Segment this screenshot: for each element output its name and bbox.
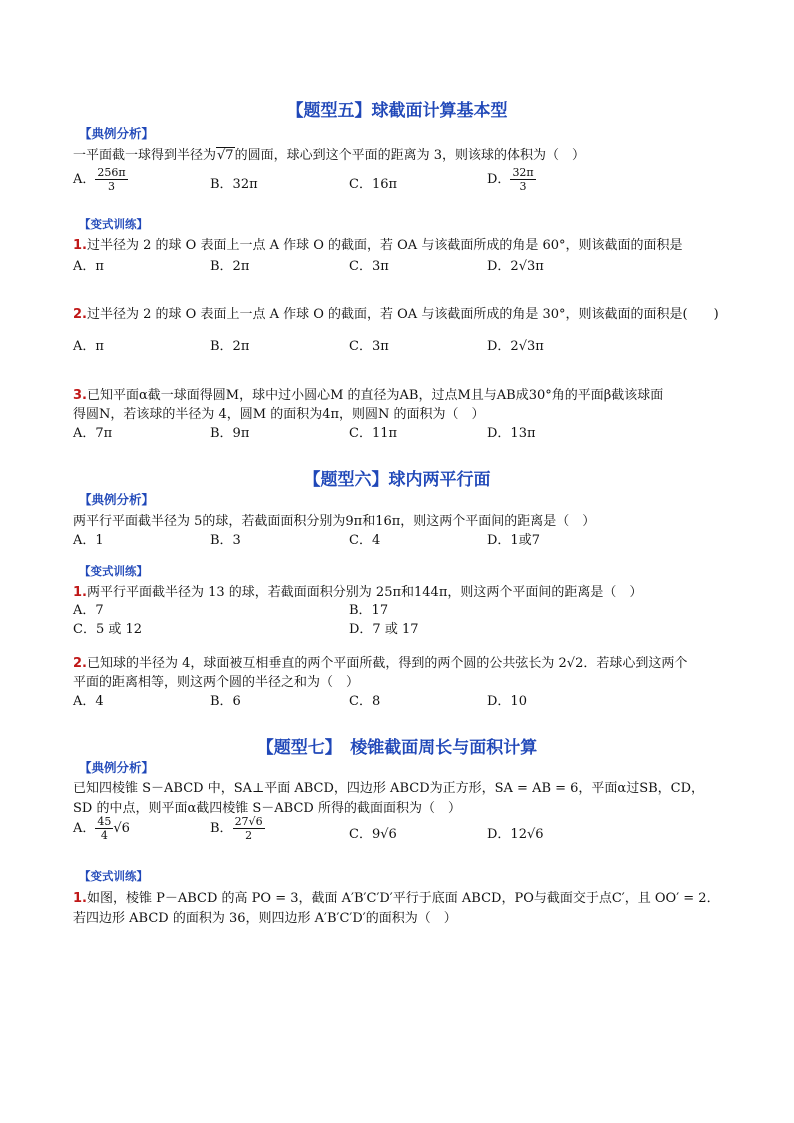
option-label: A．	[73, 821, 96, 836]
sqrt-value: √7	[217, 148, 234, 163]
option-a: A．4	[73, 694, 104, 709]
question-text: 的圆面，球心到这个平面的距离为 3，则该球的体积为（ ）	[234, 148, 585, 163]
option-d: D．12√6	[487, 827, 544, 842]
denominator: 3	[108, 180, 115, 193]
fraction	[510, 166, 535, 193]
option-a: A．7	[73, 603, 104, 618]
option-d: D．10	[487, 694, 527, 709]
option-c: C．4	[349, 533, 381, 548]
option-d	[487, 166, 536, 193]
fraction	[95, 815, 113, 842]
option-b: B．2π	[210, 259, 250, 274]
option-a: A．π	[73, 259, 104, 274]
section-6-training-tag: 【变式训练】	[79, 564, 148, 578]
section-7-training-tag: 【变式训练】	[79, 869, 148, 883]
question-text: 过半径为 2 的球 O 表面上一点 A 作球 O 的截面，若 OA 与该截面所成的角是 30°，则该截面的面积是( )	[86, 307, 719, 322]
section-7-heading: 【题型七】 棱锥截面周长与面积计算	[256, 738, 538, 758]
option-b: B．17	[349, 603, 389, 618]
fraction	[95, 166, 127, 193]
option-a	[73, 166, 128, 193]
question-number: 3.	[73, 388, 87, 403]
option-d: D．7 或 17	[349, 622, 419, 637]
denominator: 3	[519, 180, 527, 193]
question-text: 如图，棱锥 P－ABCD 的高 PO = 3，截面 A′B′C′D′平行于底面 ABCD，PO与截面交于点C′，且 OO′ = 2．	[86, 891, 720, 906]
numerator: 32π	[512, 166, 534, 179]
option-c: C．16π	[349, 177, 398, 192]
option-a	[73, 815, 130, 842]
option-b	[210, 815, 265, 842]
s6-q1	[73, 581, 642, 600]
section-6-example-tag: 【典例分析】	[79, 492, 155, 507]
section-7-example-tag: 【典例分析】	[79, 760, 155, 775]
option-b: B．3	[210, 533, 241, 548]
option-label: D．	[487, 172, 511, 187]
section-6-example-question: 两平行平面截半径为 5的球，若截面面积分别为9π和16π，则这两个平面间的距离是（ ）	[73, 514, 596, 529]
s7-q1-line1	[73, 887, 720, 906]
option-c: C．3π	[349, 339, 389, 354]
question-text: 过半径为 2 的球 O 表面上一点 A 作球 O 的截面，若 OA 与该截面所成的角是 60°，则该截面的面积是	[86, 238, 683, 253]
question-number: 1.	[73, 891, 87, 906]
question-text: 已知平面α截一球面得圆M，球中过小圆心M 的直径为AB，过点M且与AB成30°角的平面β截该球面	[86, 388, 664, 403]
option-c: C．9√6	[349, 827, 397, 842]
section-6-heading: 【题型六】球内两平行面	[303, 470, 491, 490]
section-5-heading: 【题型五】球截面计算基本型	[286, 101, 508, 121]
option-tail: √6	[113, 821, 130, 836]
option-d: D．1或7	[487, 533, 540, 548]
s5-q3-line1	[73, 384, 663, 403]
option-d: D．2√3π	[487, 339, 544, 354]
option-d: D．2√3π	[487, 259, 544, 274]
option-a: A．π	[73, 339, 104, 354]
s7-q1-line2: 若四边形 ABCD 的面积为 36，则四边形 A′B′C′D′的面积为（ ）	[73, 911, 457, 926]
option-b: B．32π	[210, 177, 258, 192]
numerator: 27√6	[234, 815, 263, 828]
question-text: 两平行平面截半径为 13 的球，若截面面积分别为 25π和144π，则这两个平面间的距离是（ ）	[86, 585, 643, 600]
option-label: A．	[73, 172, 96, 187]
s5-q2	[73, 303, 719, 322]
section-5-training-tag: 【变式训练】	[79, 217, 148, 231]
option-c: C．11π	[349, 426, 398, 441]
option-b: B．9π	[210, 426, 250, 441]
section-7-example-line2: SD 的中点，则平面α截四棱锥 S－ABCD 所得的截面面积为（ ）	[73, 801, 461, 816]
option-a: A．1	[73, 533, 104, 548]
option-b: B．6	[210, 694, 241, 709]
question-text: 一平面截一球得到半径为	[73, 148, 217, 163]
denominator: 2	[245, 829, 253, 842]
question-number: 1.	[73, 585, 87, 600]
question-text: 已知球的半径为 4，球面被互相垂直的两个平面所截，得到的两个圆的公共弦长为 2√2．若球心到这两个	[86, 656, 688, 671]
s5-q1	[73, 234, 683, 253]
section-5-example-question	[73, 144, 585, 163]
option-label: B．	[210, 821, 233, 836]
numerator: 256π	[97, 166, 126, 179]
denominator: 4	[100, 829, 108, 842]
question-number: 2.	[73, 656, 87, 671]
option-c: C．8	[349, 694, 381, 709]
option-d: D．13π	[487, 426, 536, 441]
s6-q2-line1	[73, 652, 687, 671]
numerator: 45	[97, 815, 112, 828]
s6-q2-line2: 平面的距离相等，则这两个圆的半径之和为（ ）	[73, 675, 360, 690]
s5-q3-line2: 得圆N，若该球的半径为 4，圆M 的面积为4π，则圆N 的面积为（ ）	[73, 407, 485, 422]
question-number: 2.	[73, 307, 87, 322]
question-number: 1.	[73, 238, 87, 253]
section-7-example-line1: 已知四棱锥 S－ABCD 中，SA⊥平面 ABCD，四边形 ABCD为正方形，SA = AB = 6，平面α过SB，CD，	[73, 781, 705, 796]
fraction	[233, 815, 265, 842]
option-b: B．2π	[210, 339, 250, 354]
option-a: A．7π	[73, 426, 113, 441]
option-c: C．3π	[349, 259, 389, 274]
option-c: C．5 或 12	[73, 622, 143, 637]
section-5-example-tag: 【典例分析】	[79, 126, 155, 141]
